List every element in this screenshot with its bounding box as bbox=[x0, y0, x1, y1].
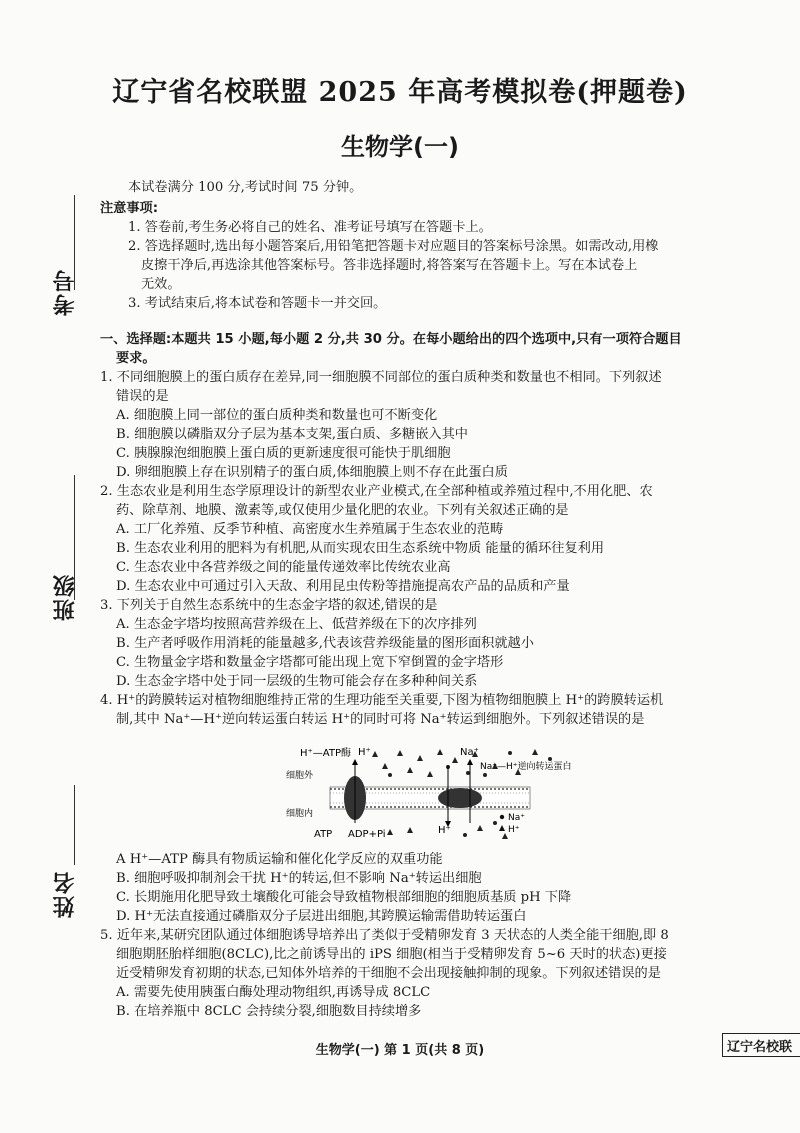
exam-intro: 本试卷满分 100 分,考试时间 75 分钟。 bbox=[128, 180, 363, 195]
note-item: 3. 考试结束后,将本试卷和答题卡一并交回。 bbox=[128, 296, 387, 311]
option-c: C. 胰腺腺泡细胞膜上蛋白质的更新速度很可能快于肌细胞 bbox=[116, 446, 451, 461]
note-item: 无效。 bbox=[141, 277, 181, 292]
membrane-transport-figure bbox=[280, 745, 580, 840]
option-a: A. 需要先使用胰蛋白酶处理动物组织,再诱导成 8CLC bbox=[116, 985, 431, 1000]
questions-block-1 bbox=[100, 368, 790, 729]
question-stem: 药、除草剂、地膜、激素等,或仅使用少量化肥的农业。下列有关叙述正确的是 bbox=[116, 503, 569, 518]
question-stem: 1. 不同细胞膜上的蛋白质存在差异,同一细胞膜不同部位的蛋白质种类和数量也不相同。下列叙述 bbox=[100, 370, 662, 385]
class-label: 班级 bbox=[53, 573, 78, 621]
section-heading-line: 一、选择题:本题共 15 小题,每小题 2 分,共 30 分。在每小题给出的四个选项中,只有一项符合题目 bbox=[100, 332, 682, 347]
option-b: B. 生产者呼吸作用消耗的能量越多,代表该营养级能量的图形面积就越小 bbox=[116, 636, 534, 651]
legend-h-marker bbox=[499, 825, 505, 831]
antiporter-label: Na⁺—H⁺逆向转运蛋白 bbox=[480, 762, 572, 772]
note-item: 皮擦干净后,再选涂其他答案标号。答非选择题时,将答案写在答题卡上。写在本试卷上 bbox=[141, 258, 638, 273]
instructions-block bbox=[100, 178, 790, 313]
outside-label: 细胞外 bbox=[286, 771, 314, 781]
section-heading bbox=[100, 330, 790, 368]
question-stem: 制,其中 Na⁺—H⁺逆向转运蛋白转运 H⁺的同时可将 Na⁺转运到细胞外。下列叙述错误的是 bbox=[116, 712, 645, 727]
h-atpase-label: H⁺—ATP酶 bbox=[300, 748, 352, 759]
h-bottom-label: H⁺ bbox=[438, 825, 451, 836]
exam-subject: 生物学(一) bbox=[341, 133, 459, 161]
questions-block-2 bbox=[100, 850, 790, 1021]
name-line[interactable] bbox=[74, 785, 75, 865]
option-b: B. 细胞呼吸抑制剂会干扰 H⁺的转运,但不影响 Na⁺转运出细胞 bbox=[116, 871, 482, 886]
option-c: C. 长期施用化肥导致土壤酸化可能会导致植物根部细胞的细胞质基质 pH 下降 bbox=[116, 890, 572, 905]
exam-number-label: 考号 bbox=[53, 268, 78, 316]
option-a: A. 生态金字塔均按照高营养级在上、低营养级在下的次序排列 bbox=[116, 617, 477, 632]
legend-na-marker bbox=[500, 815, 504, 819]
antiporter-protein bbox=[438, 788, 482, 808]
option-c: C. 生物量金字塔和数量金字塔都可能出现上宽下窄倒置的金字塔形 bbox=[116, 655, 504, 670]
option-b: B. 生态农业利用的肥料为有机肥,从而实现农田生态系统中物质 能量的循环往复利用 bbox=[116, 541, 605, 556]
note-item: 2. 答选择题时,选出每小题答案后,用铅笔把答题卡对应题目的答案标号涂黑。如需改动,用橡 bbox=[128, 239, 659, 254]
option-c: C. 生态农业中各营养级之间的能量传递效率比传统农业高 bbox=[116, 560, 451, 575]
option-b: B. 在培养瓶中 8CLC 会持续分裂,细胞数目持续增多 bbox=[116, 1004, 422, 1019]
question-stem: 细胞期胚胎样细胞(8CLC),比之前诱导出的 iPS 细胞(相当于受精卵发育 5~6 天时的状态)更接 bbox=[116, 947, 667, 962]
name-label: 姓名 bbox=[53, 870, 78, 918]
na-top-label: Na⁺ bbox=[460, 747, 479, 758]
adp-label: ADP+Pi bbox=[348, 829, 386, 840]
option-d: D. 卵细胞膜上存在识别精子的蛋白质,体细胞膜上则不存在此蛋白质 bbox=[116, 465, 508, 480]
page-footer: 生物学(一) 第 1 页(共 8 页) bbox=[315, 1043, 485, 1058]
school-stamp: 辽宁名校联 bbox=[722, 1033, 800, 1057]
question-stem: 2. 生态农业是利用生态学原理设计的新型农业产业模式,在全部种植或养殖过程中,不用化肥、农 bbox=[100, 484, 653, 499]
inside-label: 细胞内 bbox=[286, 809, 314, 819]
atp-label: ATP bbox=[314, 829, 333, 840]
option-a: A H⁺—ATP 酶具有物质运输和催化化学反应的双重功能 bbox=[116, 852, 443, 867]
legend-na: Na⁺ bbox=[508, 813, 525, 823]
option-a: A. 细胞膜上同一部位的蛋白质种类和数量也可不断变化 bbox=[116, 408, 438, 423]
notes-heading: 注意事项: bbox=[100, 201, 159, 216]
question-stem: 3. 下列关于自然生态系统中的生态金字塔的叙述,错误的是 bbox=[100, 598, 438, 613]
question-stem: 4. H⁺的跨膜转运对植物细胞维持正常的生理功能至关重要,下图为植物细胞膜上 H⁺的跨膜转运机 bbox=[100, 693, 664, 708]
note-item: 1. 答卷前,考生务必将自己的姓名、准考证号填写在答题卡上。 bbox=[128, 220, 492, 235]
option-b: B. 细胞膜以磷脂双分子层为基本支架,蛋白质、多糖嵌入其中 bbox=[116, 427, 468, 442]
question-stem: 5. 近年来,某研究团队通过体细胞诱导培养出了类似于受精卵发育 3 天状态的人类全能干细胞,即 8 bbox=[100, 928, 669, 943]
question-stem: 近受精卵发育初期的状态,已知体外培养的干细胞不会出现接触抑制的现象。下列叙述错误的是 bbox=[116, 966, 661, 981]
exam-title: 辽宁省名校联盟 2025 年高考模拟卷(押题卷) bbox=[112, 77, 688, 108]
option-a: A. 工厂化养殖、反季节种植、高密度水生养殖属于生态农业的范畴 bbox=[116, 522, 504, 537]
h-top-label: H⁺ bbox=[358, 747, 371, 758]
legend-h: H⁺ bbox=[508, 825, 520, 835]
section-heading-line: 要求。 bbox=[116, 351, 156, 366]
question-stem: 错误的是 bbox=[116, 389, 169, 404]
option-d: D. H⁺无法直接通过磷脂双分子层进出细胞,其跨膜运输需借助转运蛋白 bbox=[116, 909, 527, 924]
option-d: D. 生态金字塔中处于同一层级的生物可能会存在多种种间关系 bbox=[116, 674, 478, 689]
option-d: D. 生态农业中可通过引入天敌、利用昆虫传粉等措施提高农产品的品质和产量 bbox=[116, 579, 570, 594]
